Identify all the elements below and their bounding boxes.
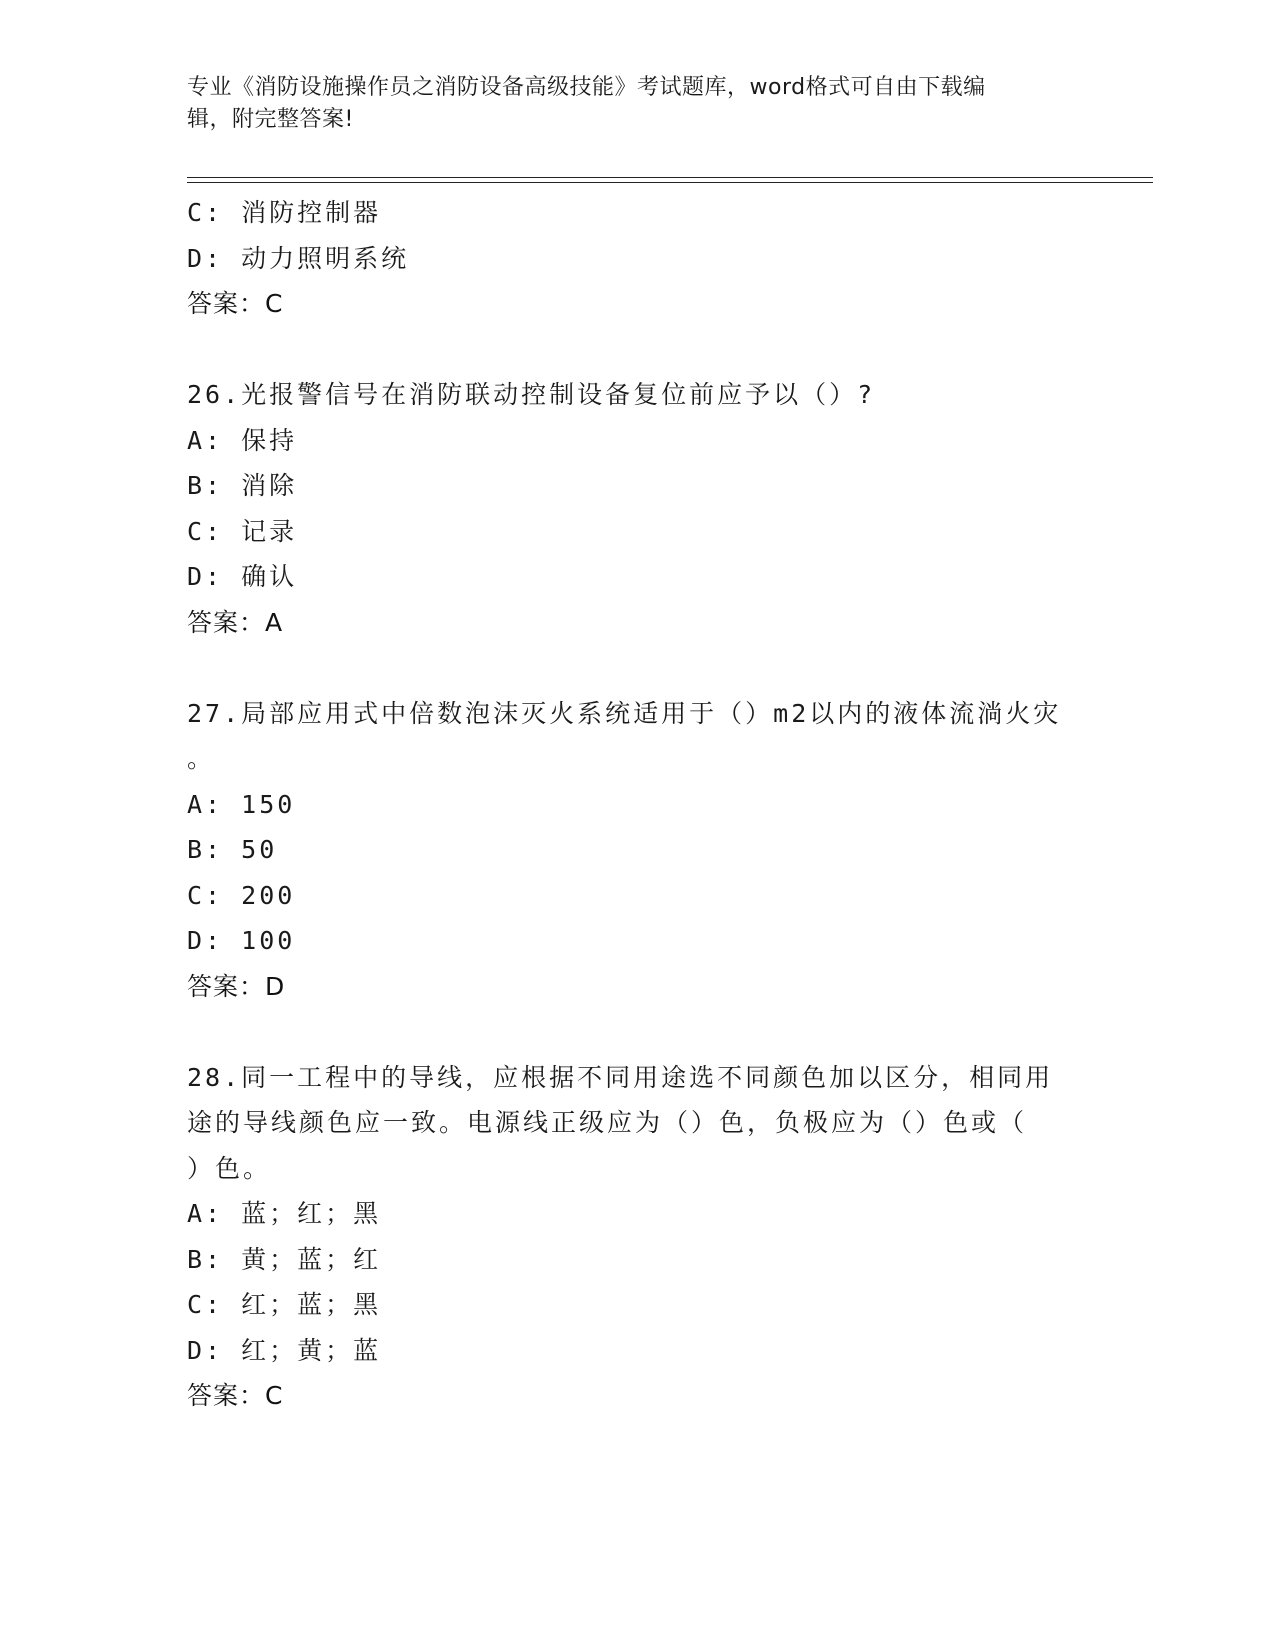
answer: 答案：C: [187, 1381, 284, 1410]
option-c: C: 记录: [187, 516, 298, 546]
question-25-tail: [187, 190, 1087, 327]
question-26: [187, 372, 1087, 645]
question-stem: 26.光报警信号在消防联动控制设备复位前应予以（）?: [187, 380, 876, 409]
answer: 答案：A: [187, 607, 284, 637]
option-d: D: 确认: [187, 562, 298, 591]
question-27: [187, 691, 1087, 1010]
answer: 答案：D: [187, 971, 286, 1001]
option-d: D: 100: [187, 926, 296, 955]
option-b: B: 消除: [187, 471, 298, 500]
question-stem-cont: 。: [187, 744, 216, 773]
option-a: A: 蓝；红；黑: [187, 1199, 382, 1228]
header-line-1: 专业《消防设施操作员之消防设备高级技能》考试题库，word格式可自由下载编: [187, 75, 986, 100]
option-a: A: 150: [187, 789, 296, 819]
document-header: [187, 72, 1067, 136]
option-b: B: 50: [187, 835, 278, 864]
header-divider-top: [187, 177, 1153, 178]
option-c: C: 红；蓝；黑: [187, 1290, 382, 1319]
option-c: C: 200: [187, 880, 296, 910]
question-stem: 28.同一工程中的导线，应根据不同用途选不同颜色加以区分，相同用: [187, 1062, 1054, 1092]
option-b: B: 黄；蓝；红: [187, 1244, 382, 1274]
option-c: C: 消防控制器: [187, 198, 382, 227]
header-divider-bottom: [187, 182, 1153, 183]
question-28: [187, 1055, 1087, 1419]
option-d: D: 红；黄；蓝: [187, 1335, 382, 1365]
header-line-2: 辑，附完整答案!: [187, 107, 354, 132]
question-stem-cont: 途的导线颜色应一致。电源线正级应为（）色，负极应为（）色或（: [187, 1108, 1028, 1137]
answer: 答案：C: [187, 289, 284, 318]
question-stem: 27.局部应用式中倍数泡沫灭火系统适用于（）m2以内的液体流淌火灾: [187, 698, 1062, 728]
option-d: D: 动力照明系统: [187, 243, 410, 273]
question-stem-cont: ）色。: [187, 1153, 272, 1183]
question-list: [187, 190, 1087, 1419]
option-a: A: 保持: [187, 425, 298, 455]
